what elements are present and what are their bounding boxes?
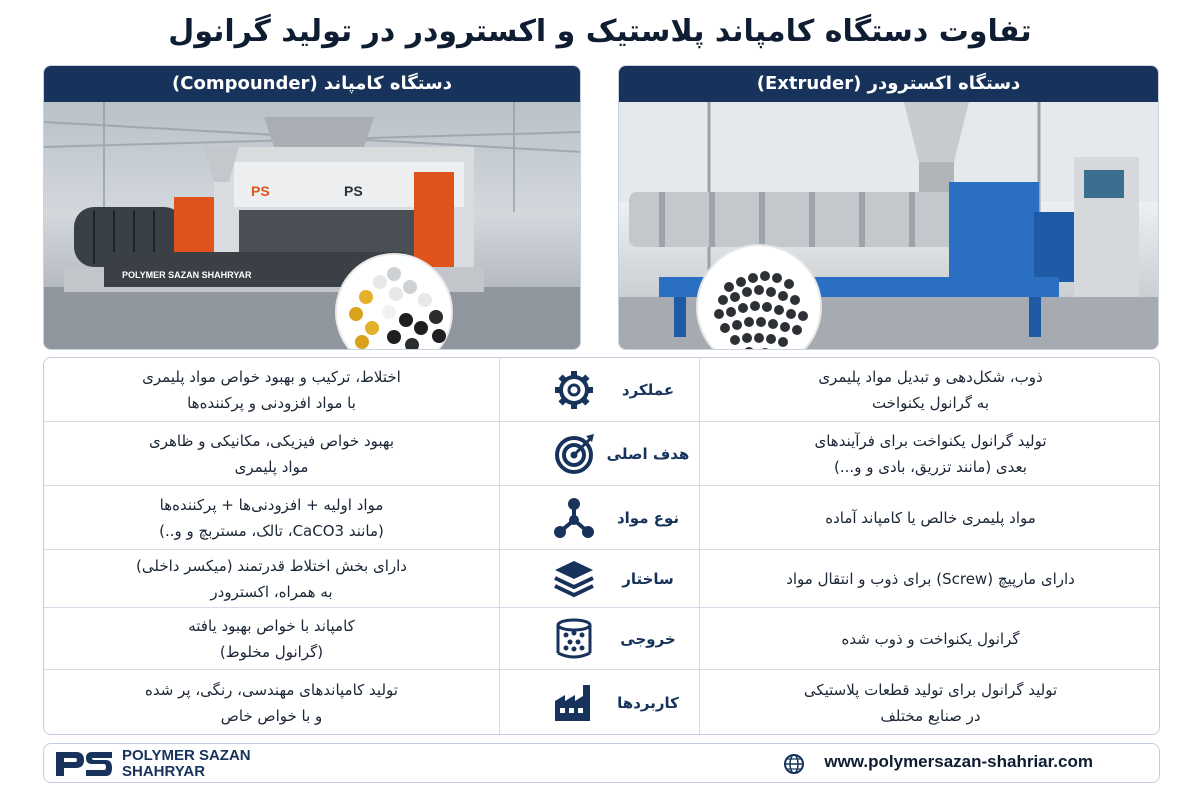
compounder-text: بهبود خواص فیزیکی، مکانیکی و ظاهری مواد پلیمری [148,431,395,476]
molecule-icon [552,496,596,540]
table-row [44,422,1160,486]
compounder-text: دارای بخش اختلاط قدرتمند (میکسر داخلی) به همراه، اکسترودر [136,556,407,601]
extruder-cell [700,422,1160,485]
ps-logo-icon [54,748,114,780]
criterion-label: نوع مواد [616,508,680,527]
brand-line1: POLYMER SAZAN [122,747,251,764]
brand-line2: SHAHRYAR [122,763,206,780]
extruder-text: ذوب، شکل‌دهی و تبدیل مواد پلیمری به گرانول یکنواخت [818,367,1043,412]
criterion-label: کاربردها [617,694,679,712]
compounder-text: کامپاند با خواص بهبود یافته (گرانول مخلوط) [188,616,355,661]
compounder-base-brand: POLYMER SAZAN SHAHRYAR [122,270,252,280]
compounder-cell [44,550,500,607]
compounder-machine-illustration [44,102,580,350]
criterion-cell [500,486,700,549]
extruder-photo [619,102,1158,350]
layers-icon [552,557,596,601]
table-row [44,670,1160,735]
criterion-cell [500,422,700,485]
extruder-cell [700,486,1160,549]
compounder-badge-orange: PS [251,183,270,199]
extruder-text: تولید گرانول برای تولید قطعات پلاستیکی در صنایع مختلف [803,681,1058,725]
extruder-cell [700,670,1160,735]
compounder-heading: دستگاه کامپاند (Compounder) [44,66,580,102]
page-title: تفاوت دستگاه کامپاند پلاستیک و اکسترودر در تولید گرانول [168,14,1032,49]
compounder-photo [44,102,580,350]
factory-icon [552,681,596,725]
compounder-cell [44,358,500,421]
compounder-panel [43,65,581,350]
footer-bar [43,743,1160,783]
compounder-text: مواد اولیه + افزودنی‌ها + پرکننده‌ها (مانند CaCO3، تالک، مستربچ و و..) [159,495,384,540]
compounder-cell [44,608,500,669]
criterion-cell [500,608,700,669]
criterion-label: خروجی [620,629,676,648]
extruder-panel [618,65,1159,350]
comparison-table [43,357,1160,735]
granules-icon [552,617,596,661]
criterion-cell [500,358,700,421]
target-icon [552,432,596,476]
globe-icon [783,753,805,775]
brand-name [122,748,251,780]
extruder-cell [700,358,1160,421]
compounder-cell [44,422,500,485]
website-link[interactable]: www.polymersazan-shahriar.com [824,752,1093,771]
gear-icon [552,368,596,412]
criterion-label: ساختار [622,569,674,588]
criterion-cell [500,550,700,607]
criterion-cell [500,670,700,735]
table-row [44,486,1160,550]
compounder-badge-top: PS [344,183,363,199]
extruder-text: دارای مارپیچ (Screw) برای ذوب و انتقال مواد [786,569,1075,588]
criterion-label: هدف اصلی [606,444,690,463]
compounder-text: اختلاط، ترکیب و بهبود خواص مواد پلیمری با مواد افزودنی و پرکننده‌ها [142,367,401,412]
table-row [44,550,1160,608]
compounder-text: تولید کامپاندهای مهندسی، رنگی، پر شده و با خواص خاص [145,681,398,725]
extruder-cell [700,608,1160,669]
table-row [44,358,1160,422]
table-row [44,608,1160,670]
extruder-heading: دستگاه اکسترودر (Extruder) [619,66,1158,102]
compounder-cell [44,670,500,735]
extruder-text: تولید گرانول یکنواخت برای فرآیندهای بعدی (مانند تزریق، بادی و و...) [814,431,1047,476]
extruder-text: مواد پلیمری خالص یا کامپاند آماده [825,508,1036,527]
extruder-cell [700,550,1160,607]
criterion-label: عملکرد [621,380,675,399]
extruder-text: گرانول یکنواخت و ذوب شده [841,629,1020,648]
compounder-cell [44,486,500,549]
extruder-machine-illustration [619,102,1158,350]
